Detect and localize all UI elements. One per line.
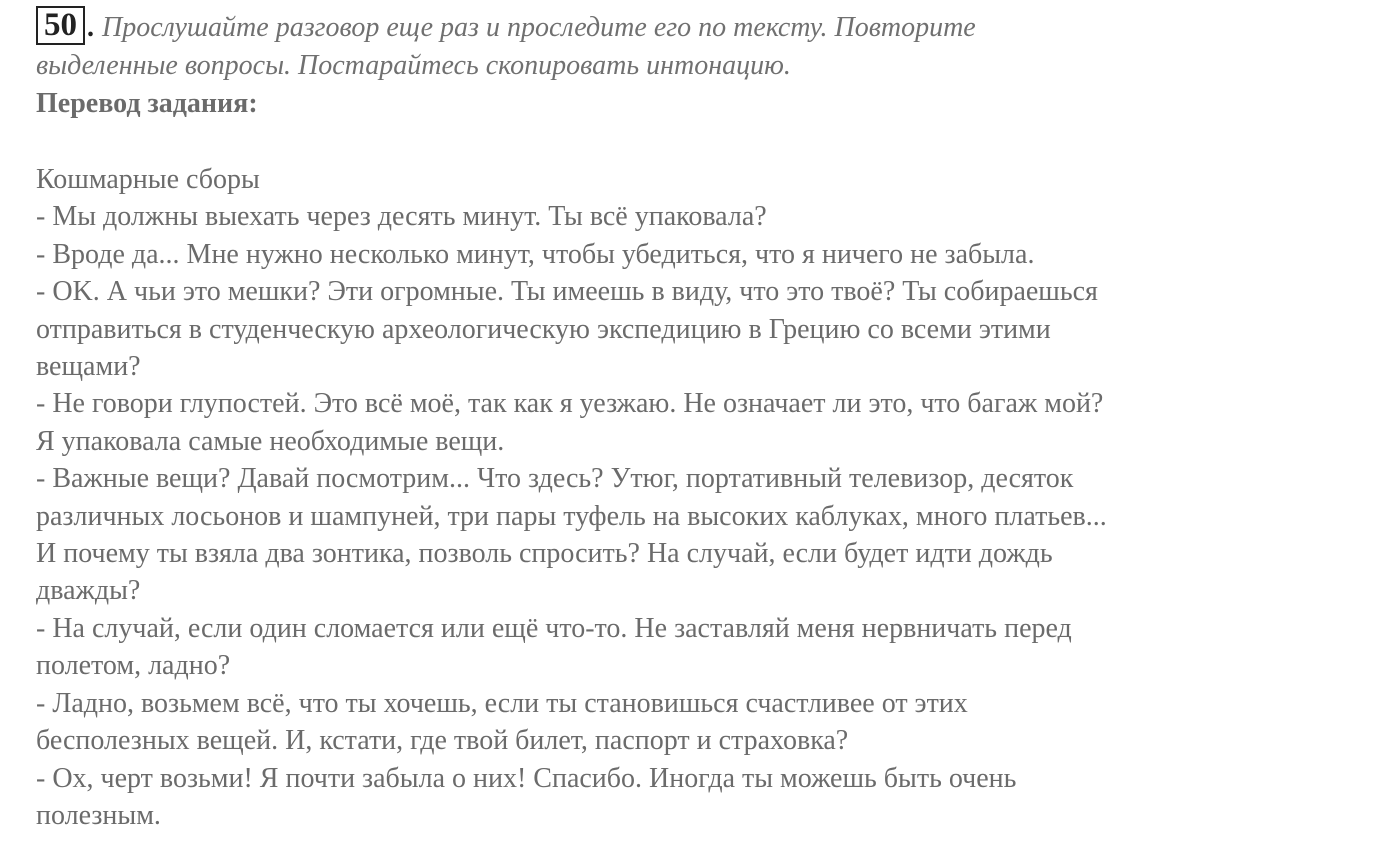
- task-instruction-line-1: Прослушайте разговор еще раз и проследите его по тексту. Повторите: [102, 12, 976, 43]
- dialogue-line: вещами?: [36, 351, 141, 383]
- task-number-box: 50: [36, 6, 85, 45]
- dialogue-line: бесполезных вещей. И, кстати, где твой билет, паспорт и страховка?: [36, 725, 849, 757]
- dialogue-line: Я упаковала самые необходимые вещи.: [36, 425, 505, 457]
- blank-line: [36, 123, 1376, 161]
- dialogue-line: - Ох, черт возьми! Я почти забыла о них! Спасибо. Иногда ты можешь быть очень: [36, 762, 1017, 794]
- task-instruction: [36, 6, 1376, 47]
- dialogue-line: - Мы должны выехать через десять минут. Ты всё упаковала?: [36, 201, 767, 233]
- dialogue-line: отправиться в студенческую археологическую экспедицию в Грецию со всеми этими: [36, 313, 1051, 345]
- dialogue-line: полезным.: [36, 799, 161, 831]
- dialogue-line: - На случай, если один сломается или ещё что-то. Не заставляй меня нервничать перед: [36, 612, 1072, 644]
- exercise-page: [36, 6, 1376, 834]
- dialogue-line: - Важные вещи? Давай посмотрим... Что здесь? Утюг, портативный телевизор, десяток: [36, 463, 1074, 495]
- dialogue-line: - Не говори глупостей. Это всё моё, так как я уезжаю. Не означает ли это, что багаж мой?: [36, 388, 1104, 420]
- dialogue-line: полетом, ладно?: [36, 650, 231, 682]
- dialogue-line: И почему ты взяла два зонтика, позволь спросить? На случай, если будет идти дождь: [36, 538, 1053, 570]
- dialogue-line: - OK. А чьи это мешки? Эти огромные. Ты имеешь в виду, что это твоё? Ты собираешься: [36, 276, 1098, 308]
- task-instruction-line-2: выделенные вопросы. Постарайтесь скопировать интонацию.: [36, 50, 791, 81]
- translation-heading: Перевод задания:: [36, 88, 258, 119]
- dialogue-line: - Вроде да... Мне нужно несколько минут, чтобы убедиться, что я ничего не забыла.: [36, 238, 1035, 270]
- dialogue-line: различных лосьонов и шампуней, три пары туфель на высоких каблуках, много платьев...: [36, 500, 1107, 532]
- dialogue-line: - Ладно, возьмем всё, что ты хочешь, если ты становишься счастливее от этих: [36, 687, 968, 719]
- task-number-dot: .: [87, 12, 94, 43]
- dialogue-line: дважды?: [36, 575, 141, 607]
- dialogue-title: Кошмарные сборы: [36, 164, 260, 195]
